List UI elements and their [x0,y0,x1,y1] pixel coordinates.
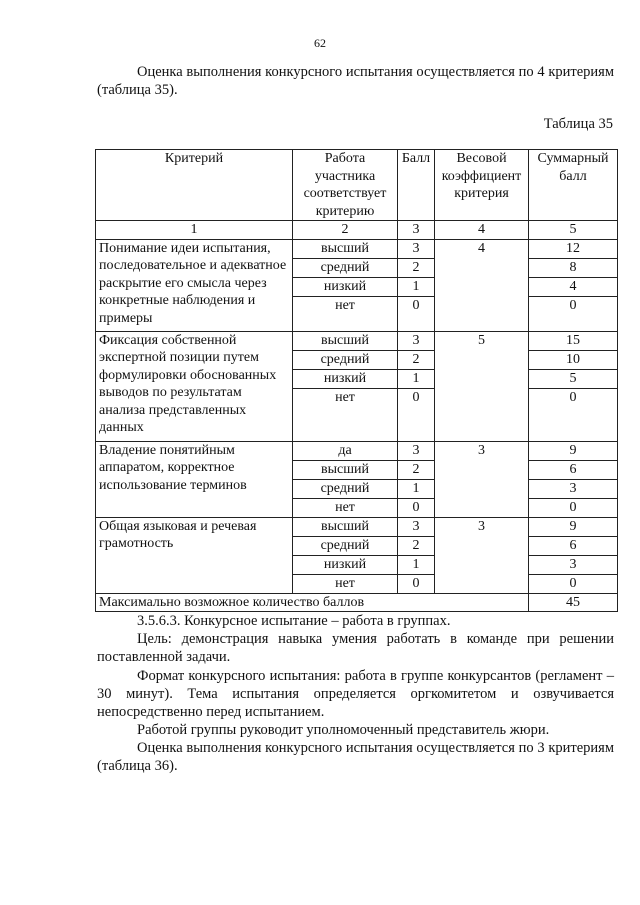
score-cell: 0 [398,498,435,517]
level-cell: высший [293,460,398,479]
criteria-table [95,149,618,612]
level-cell: высший [293,331,398,350]
section-heading-paragraph [97,612,614,630]
goal-paragraph [97,630,614,666]
score-cell: 2 [398,258,435,277]
column-number: 1 [96,221,293,240]
score-cell: 1 [398,277,435,296]
score-cell: 0 [398,574,435,593]
table-row [96,441,618,460]
weight-cell: 3 [435,441,529,517]
lead-paragraph [97,721,614,739]
criterion-cell: Понимание идеи испытания, последовательное и адекватное раскрытие его смысла через конкретные наблюдения и примеры [96,239,293,331]
total-cell: 9 [529,517,618,536]
total-cell: 10 [529,350,618,369]
total-cell: 0 [529,498,618,517]
total-cell: 6 [529,460,618,479]
level-cell: высший [293,517,398,536]
assessment-paragraph [97,739,614,775]
column-number: 5 [529,221,618,240]
total-cell: 12 [529,239,618,258]
header-score: Балл [398,150,435,221]
total-cell: 0 [529,574,618,593]
weight-cell: 5 [435,331,529,441]
header-total: Суммарный балл [529,150,618,221]
lead-text: Работой группы руководит уполномоченный представитель жюри. [137,722,550,738]
level-cell: нет [293,574,398,593]
score-cell: 2 [398,536,435,555]
score-cell: 3 [398,517,435,536]
level-cell: низкий [293,277,398,296]
criterion-cell: Общая языковая и речевая грамотность [96,517,293,593]
column-number: 4 [435,221,529,240]
criterion-cell: Владение понятийным аппаратом, корректное использование терминов [96,441,293,517]
assessment-text: Оценка выполнения конкурсного испытания осуществляется по 3 критериям (таблица 36). [97,740,614,774]
level-cell: средний [293,258,398,277]
total-cell: 0 [529,296,618,331]
header-work: Работа участника соответствует критерию [293,150,398,221]
total-cell: 0 [529,388,618,441]
table-row [96,517,618,536]
level-cell: средний [293,479,398,498]
score-cell: 0 [398,388,435,441]
format-text: Формат конкурсного испытания: работа в группе конкурсантов (регламент – 30 минут). Тема испытания определяется оргкомитетом и озвучивается непосредственно перед испытанием. [97,668,614,720]
intro-text: Оценка выполнения конкурсного испытания осуществляется по 4 критериям (таблица 35). [97,64,614,98]
score-cell: 1 [398,555,435,574]
total-cell: 8 [529,258,618,277]
column-number: 3 [398,221,435,240]
table-row [96,331,618,350]
weight-cell: 4 [435,239,529,331]
score-cell: 2 [398,350,435,369]
header-weight: Весовой коэффициент критерия [435,150,529,221]
score-cell: 1 [398,369,435,388]
score-cell: 2 [398,460,435,479]
max-score-value: 45 [529,593,618,612]
header-criterion: Критерий [96,150,293,221]
level-cell: да [293,441,398,460]
level-cell: нет [293,388,398,441]
score-cell: 0 [398,296,435,331]
total-cell: 4 [529,277,618,296]
level-cell: низкий [293,369,398,388]
total-cell: 9 [529,441,618,460]
total-cell: 6 [529,536,618,555]
column-number-row [96,221,618,240]
max-score-label: Максимально возможное количество баллов [96,593,529,612]
format-paragraph [97,667,614,721]
table-caption: Таблица 35 [543,116,613,132]
score-cell: 3 [398,239,435,258]
column-number: 2 [293,221,398,240]
intro-paragraph [97,63,614,99]
score-cell: 1 [398,479,435,498]
level-cell: высший [293,239,398,258]
level-cell: средний [293,536,398,555]
table-header-row [96,150,618,221]
total-cell: 3 [529,479,618,498]
level-cell: нет [293,296,398,331]
total-cell: 5 [529,369,618,388]
goal-text: Цель: демонстрация навыка умения работать в команде при решении поставленной задачи. [97,631,614,665]
score-cell: 3 [398,441,435,460]
section-heading: 3.5.6.3. Конкурсное испытание – работа в группах. [137,613,451,629]
table-row [96,239,618,258]
level-cell: низкий [293,555,398,574]
score-cell: 3 [398,331,435,350]
level-cell: средний [293,350,398,369]
criterion-cell: Фиксация собственной экспертной позиции путем формулировки обоснованных выводов по результатам анализа представленных данных [96,331,293,441]
max-score-row [96,593,618,612]
level-cell: нет [293,498,398,517]
page-number: 62 [314,36,326,50]
weight-cell: 3 [435,517,529,593]
total-cell: 15 [529,331,618,350]
total-cell: 3 [529,555,618,574]
